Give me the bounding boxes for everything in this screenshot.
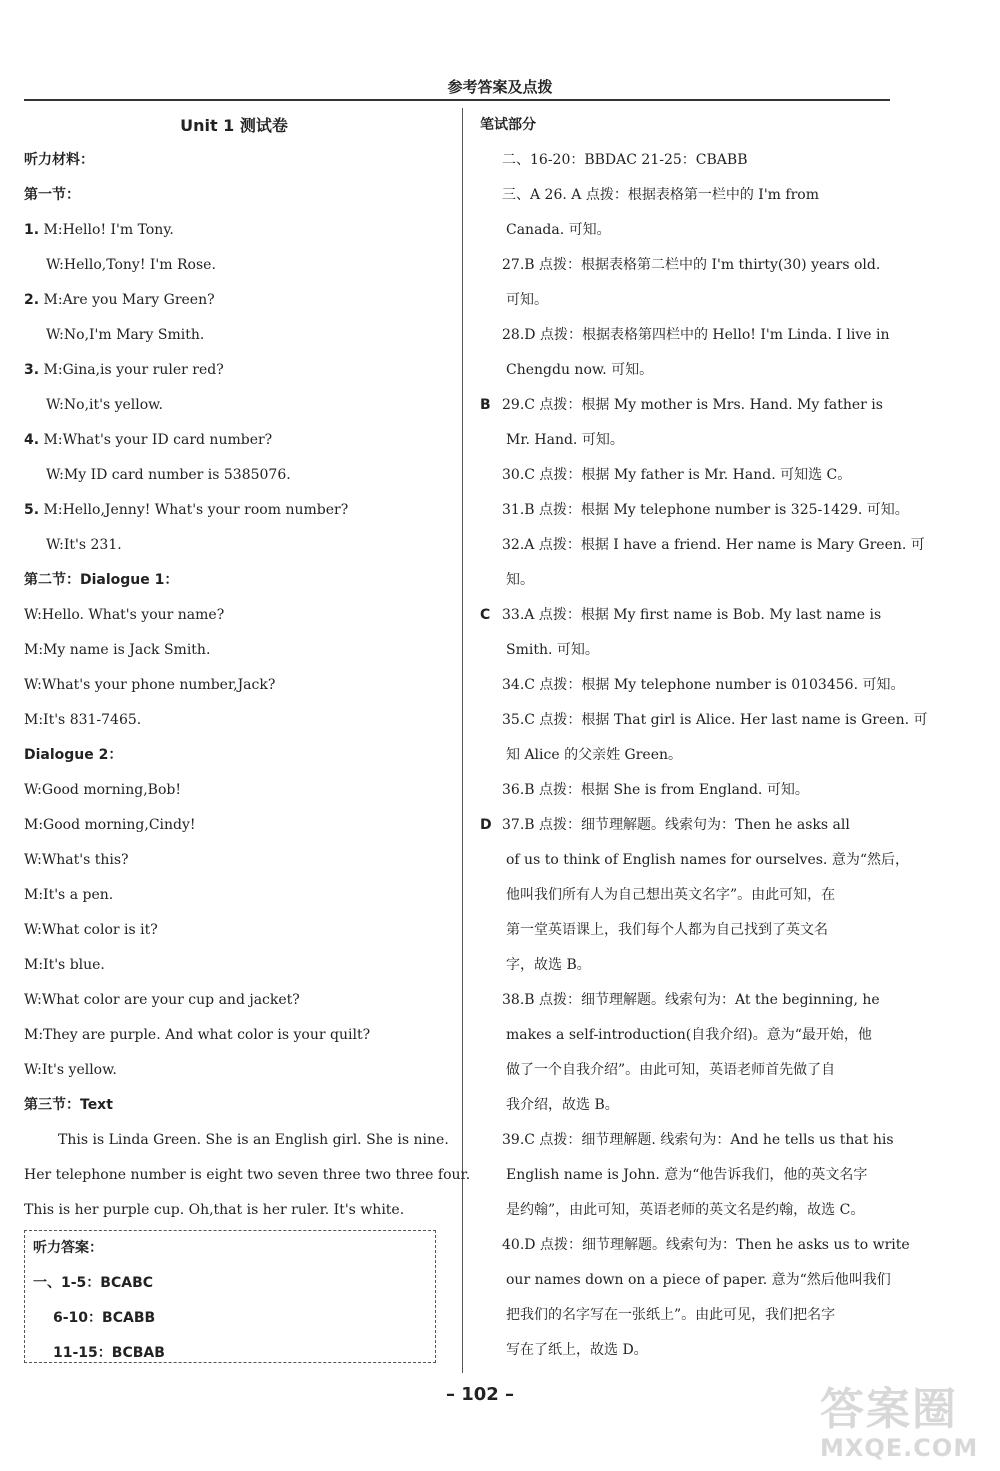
dialog-4-w: W:My ID card number is 5385076. [46,467,291,483]
answers-line: 6-10：BCABB [53,1310,156,1326]
dialogue1-line: W:What's your phone number,Jack? [24,677,276,693]
answers-label: 听力答案： [33,1240,103,1256]
answer-continuation [480,633,890,668]
answer-text: English name is John. 意为“他告诉我们，他的英文名字 [506,1167,868,1183]
answer-line [480,668,905,703]
dialogue2-line: M:They are purple. And what color is your quilt? [24,1027,371,1043]
answer-text: 39.C 点拨：细节理解题. 线索句为：And he tells us that his [502,1132,894,1148]
text-line: Her telephone number is eight two seven three two three four. [24,1167,471,1183]
answer-text: makes a self-introduction(自我介绍)。意为“最开始，他 [506,1027,872,1043]
section2-label: 第二节：Dialogue 1： [24,572,179,588]
dialog-5-m: 5. M:Hello,Jenny! What's your room number? [24,502,349,518]
answer-continuation [480,423,890,458]
answer-line [480,598,890,633]
answer-text: 把我们的名字写在一张纸上”。由此可见，我们把名字 [506,1307,836,1323]
left-column [24,108,471,1228]
written-label: 笔试部分 [480,117,536,133]
answer-text: 35.C 点拨：根据 That girl is Alice. Her last name is Green. 可 [502,712,928,728]
answer-list [480,143,928,1368]
dialog-4-m: 4. M:What's your ID card number? [24,432,273,448]
dialog-2-m: 2. M:Are you Mary Green? [24,292,215,308]
answer-text: 三、A 26. A 点拨：根据表格第一栏中的 I'm from [502,187,819,203]
answer-text: 40.D 点拨：细节理解题。线索句为：Then he asks us to write [502,1237,910,1253]
answer-text: 知 Alice 的父亲姓 Green。 [506,747,683,763]
answer-text: 34.C 点拨：根据 My telephone number is 0103456. 可知。 [502,677,905,693]
answer-continuation [480,563,890,598]
answer-continuation [480,1053,890,1088]
dialog-2-w: W:No,I'm Mary Smith. [46,327,205,343]
answer-text: 可知。 [506,292,548,308]
section-tag: D [480,817,492,833]
dialog-1-m: 1. M:Hello! I'm Tony. [24,222,174,238]
answer-line [480,773,890,808]
answer-continuation [480,1263,890,1298]
answer-continuation [480,738,890,773]
dialog-3-m: 3. M:Gina,is your ruler red? [24,362,224,378]
dialogue2-label: Dialogue 2： [24,747,123,763]
answer-text: 29.C 点拨：根据 My mother is Mrs. Hand. My father is [502,397,883,413]
watermark-logo [820,1385,978,1461]
column-divider [462,108,463,1373]
answer-continuation [480,213,890,248]
answer-continuation [480,913,890,948]
dialog-3-w: W:No,it's yellow. [46,397,163,413]
answer-continuation [480,283,890,318]
dialogue2-line: W:What color are your cup and jacket? [24,992,300,1008]
dialogue2-line: M:It's a pen. [24,887,114,903]
answer-continuation [480,948,890,983]
answer-text: 第一堂英语课上，我们每个人都为自己找到了英文名 [506,922,828,938]
answer-text: 字，故选 B。 [506,957,591,973]
answer-text: 他叫我们所有人为自己想出英文名字”。由此可知，在 [506,887,836,903]
answer-continuation [480,1088,890,1123]
dialogue1-line: M:It's 831-7465. [24,712,142,728]
dialogue2-line: M:It's blue. [24,957,105,973]
page-header: 参考答案及点拨 [447,78,553,96]
answer-continuation [480,878,890,913]
dialogue1-line: M:My name is Jack Smith. [24,642,211,658]
answer-text: 知。 [506,572,534,588]
answer-text: 33.A 点拨：根据 My first name is Bob. My last name is [502,607,882,623]
dialogue2-line: W:It's yellow. [24,1062,117,1078]
answer-line [480,983,890,1018]
answer-line [480,703,928,738]
answer-text: 做了一个自我介绍”。由此可知，英语老师首先做了自 [506,1062,836,1078]
answers-line: 一、1-5：BCABC [33,1275,154,1291]
answer-line [480,458,890,493]
section-tag: C [480,607,491,623]
dialog-1-w: W:Hello,Tony! I'm Rose. [46,257,216,273]
answer-text: 27.B 点拨：根据表格第二栏中的 I'm thirty(30) years old. [502,257,881,273]
answer-line [480,388,890,423]
answer-text: Canada. 可知。 [506,222,611,238]
answer-line [480,1123,894,1158]
answers-line: 11-15：BCBAB [53,1345,165,1361]
watermark-en: MXQE.COM [820,1434,979,1462]
answer-line [480,808,890,843]
answer-line [480,528,925,563]
answer-line [480,493,909,528]
answer-text: our names down on a piece of paper. 意为“然后他叫我们 [506,1272,891,1288]
answer-continuation [480,1018,890,1053]
dialogue2-line: M:Good morning,Cindy! [24,817,196,833]
text-line: This is Linda Green. She is an English girl. She is nine. [58,1132,449,1148]
answer-line [480,178,890,213]
answer-text: Chengdu now. 可知。 [506,362,654,378]
answer-text: Smith. 可知。 [506,642,599,658]
dialogue1-line: W:Hello. What's your name? [24,607,225,623]
answer-text: 28.D 点拨：根据表格第四栏中的 Hello! I'm Linda. I live in [502,327,890,343]
dialogue2-line: W:What color is it? [24,922,158,938]
answer-line [480,248,890,283]
section-tag: B [480,397,491,413]
text-line: This is her purple cup. Oh,that is her ruler. It's white. [24,1202,405,1218]
answer-text: 38.B 点拨：细节理解题。线索句为：At the beginning, he [502,992,880,1008]
listening-label: 听力材料： [24,152,94,168]
answer-text: 37.B 点拨：细节理解题。线索句为：Then he asks all [502,817,850,833]
listening-answers-box [24,1230,436,1363]
answer-text: 36.B 点拨：根据 She is from England. 可知。 [502,782,809,798]
answer-text: 32.A 点拨：根据 I have a friend. Her name is Mary Green. 可 [502,537,925,553]
answer-text: 31.B 点拨：根据 My telephone number is 325-1429. 可知。 [502,502,909,518]
answer-text: of us to think of English names for ourselves. 意为“然后， [506,852,909,868]
answer-line [480,318,890,353]
answer-continuation [480,1333,890,1368]
answer-continuation [480,353,890,388]
section3-label: 第三节：Text [24,1097,113,1113]
unit-title: Unit 1 测试卷 [180,116,288,135]
dialogue2-line: W:Good morning,Bob! [24,782,181,798]
answer-line [480,1228,910,1263]
answer-text: 写在了纸上，故选 D。 [506,1342,648,1358]
right-column [480,108,928,1368]
header-rule [24,99,890,101]
dialogue2-line: W:What's this? [24,852,129,868]
page-number: – 102 – [445,1384,515,1405]
section1-label: 第一节： [24,187,80,203]
answer-text: 二、16-20：BBDAC 21-25：CBABB [502,152,748,168]
answer-continuation [480,1158,890,1193]
answer-continuation [480,1298,890,1333]
answer-text: 30.C 点拨：根据 My father is Mr. Hand. 可知选 C。 [502,467,852,483]
answer-text: Mr. Hand. 可知。 [506,432,624,448]
answer-text: 我介绍，故选 B。 [506,1097,619,1113]
watermark-cn: 答案圈 [820,1384,958,1435]
answer-continuation [480,843,909,878]
answer-continuation [480,1193,890,1228]
answer-line [480,143,890,178]
answer-text: 是约翰”，由此可知，英语老师的英文名是约翰，故选 C。 [506,1202,865,1218]
dialog-5-w: W:It's 231. [46,537,122,553]
